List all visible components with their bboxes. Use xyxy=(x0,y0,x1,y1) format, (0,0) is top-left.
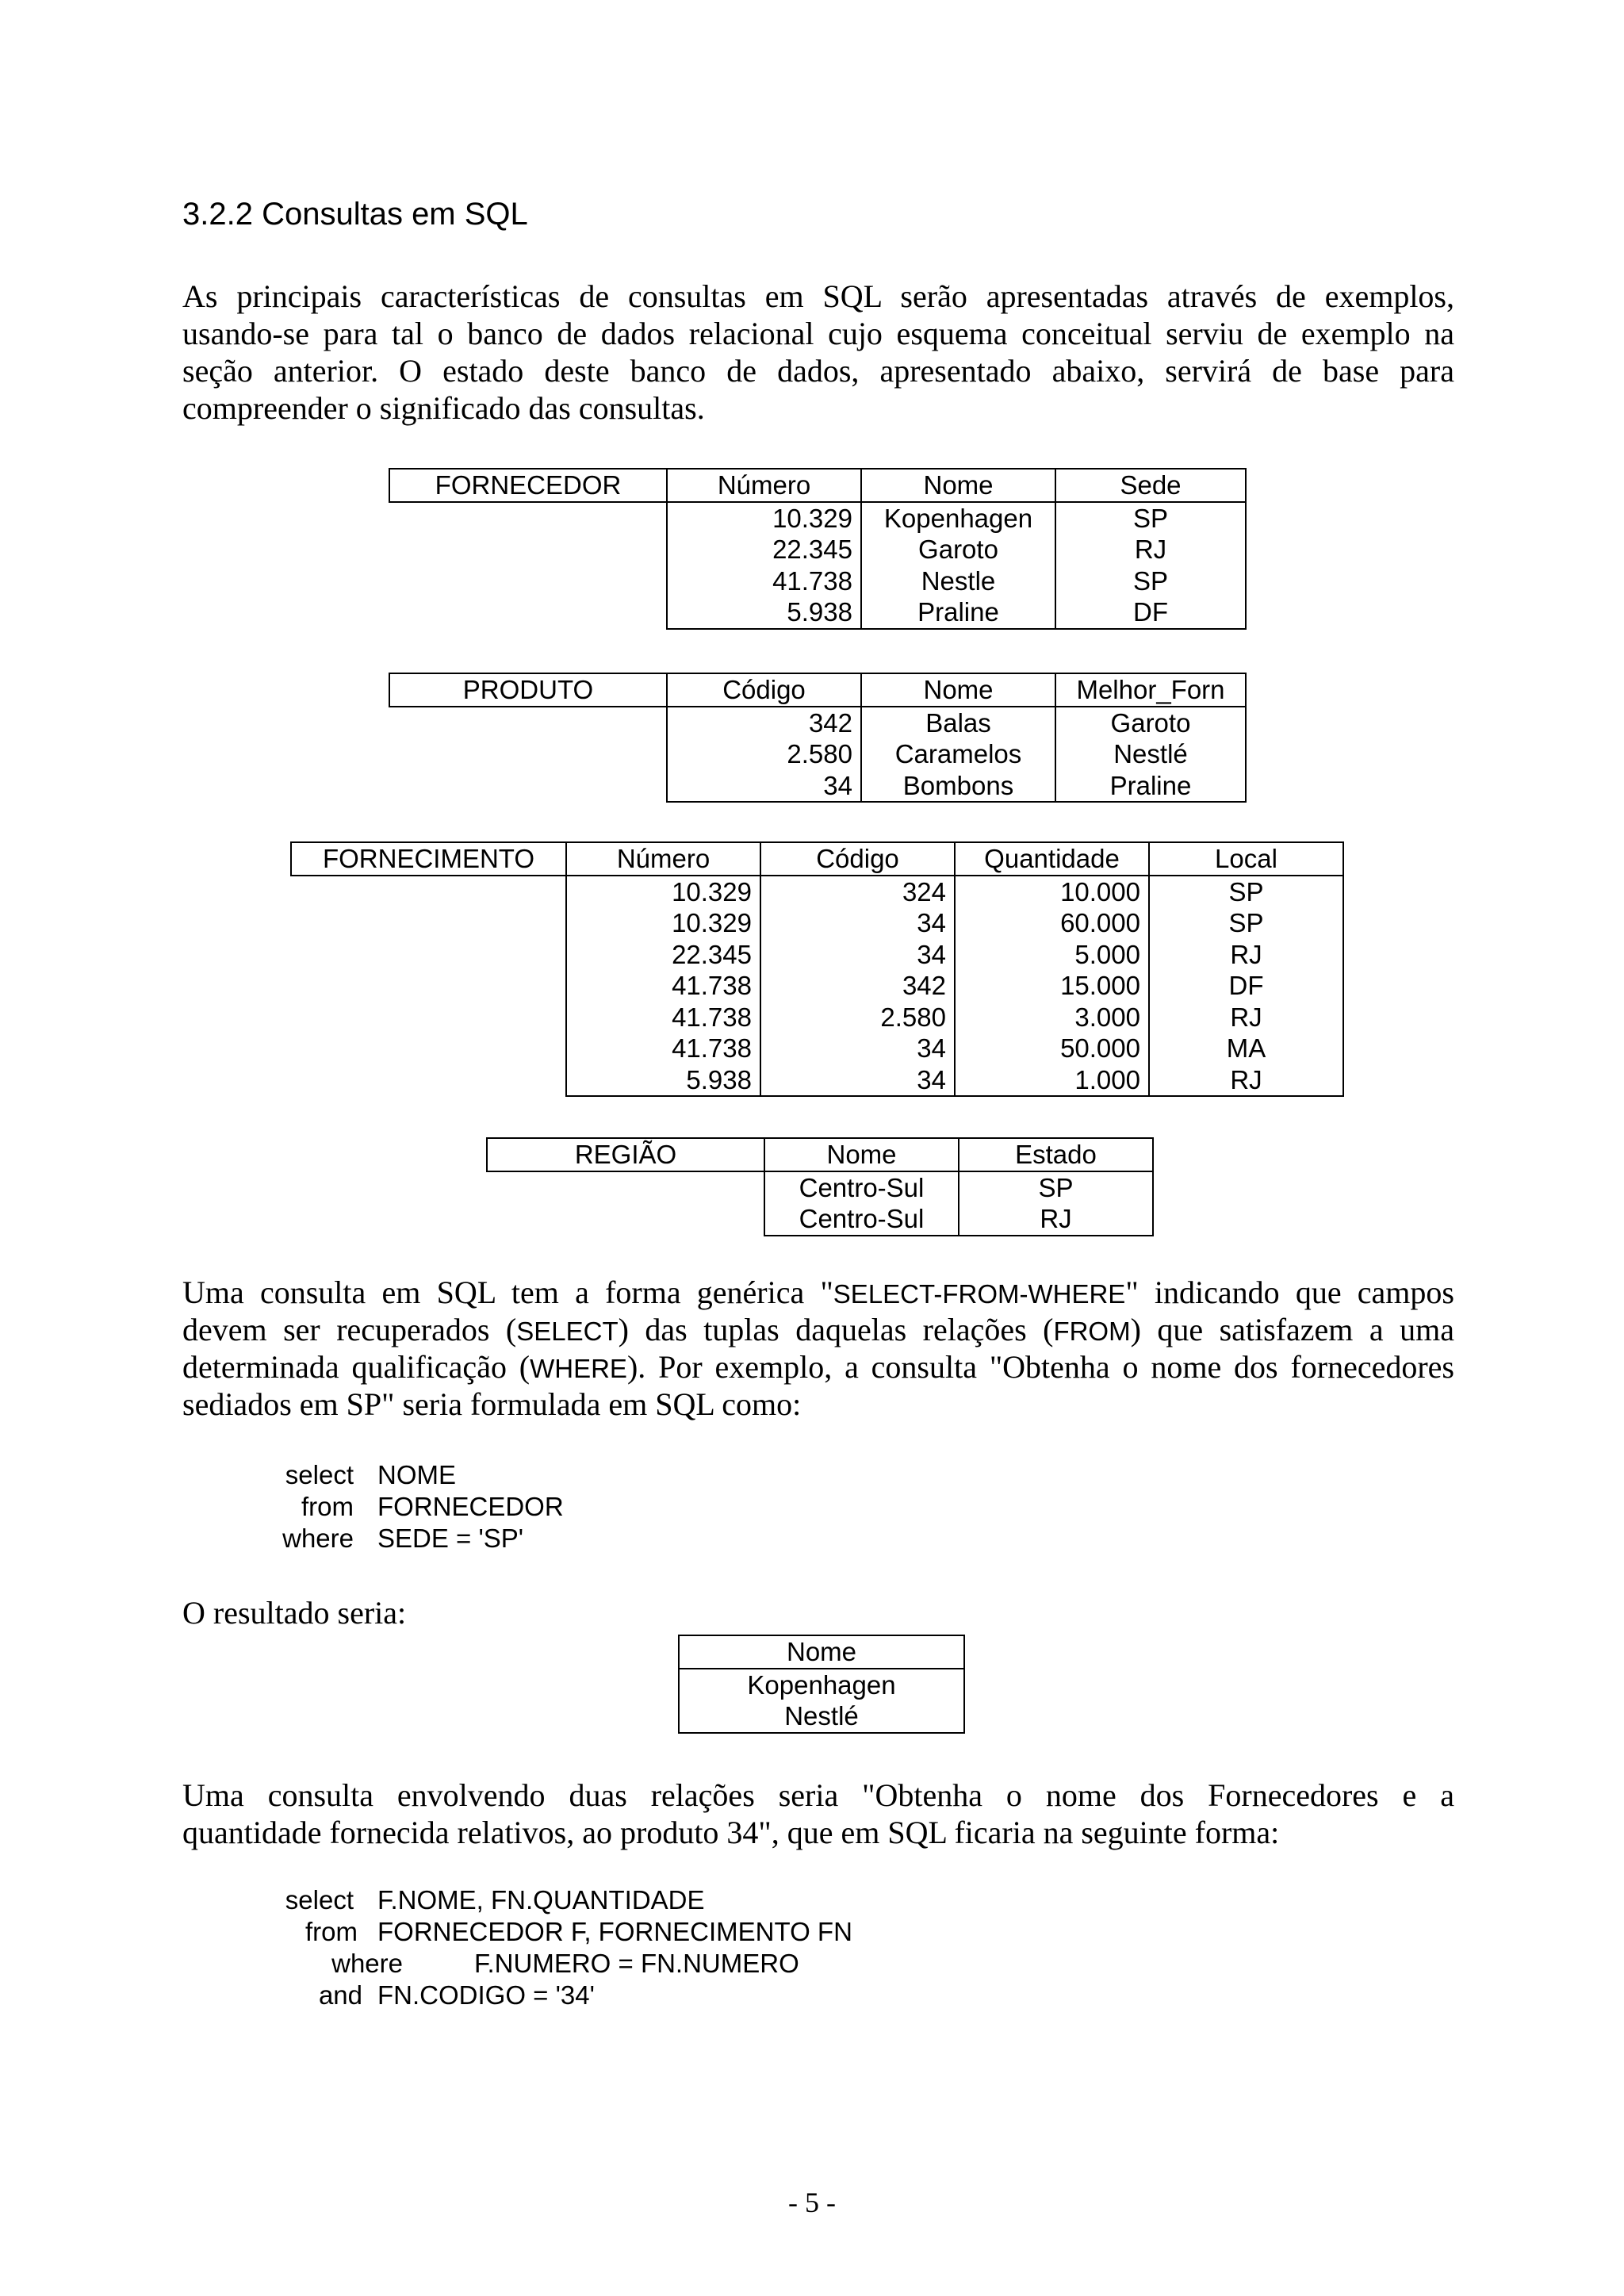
table-row xyxy=(389,707,1246,739)
table-cell: SP xyxy=(1055,565,1246,597)
sql-clause: and xyxy=(318,1980,362,2010)
table-cell: RJ xyxy=(1055,534,1246,565)
table-row xyxy=(389,534,1246,565)
sql-keyword: FROM xyxy=(1053,1317,1131,1346)
table-name: PRODUTO xyxy=(389,673,667,707)
table-cell: 41.738 xyxy=(667,565,861,597)
table-header-row xyxy=(389,469,1246,502)
column-header: Número xyxy=(667,469,861,502)
section-heading: 3.2.2 Consultas em SQL xyxy=(182,197,528,232)
table-name: FORNECIMENTO xyxy=(291,842,566,876)
paragraph-line: quantidade fornecida relativos, ao produto 34", que em SQL ficaria na seguinte forma: xyxy=(182,1815,1280,1850)
table-row xyxy=(291,939,1343,971)
table-row xyxy=(389,770,1246,803)
sql-clause: where xyxy=(282,1524,354,1553)
table-cell: 41.738 xyxy=(566,1002,760,1033)
sql-argument: SEDE = 'SP' xyxy=(377,1524,524,1553)
column-header: Estado xyxy=(959,1138,1153,1171)
sql-clause: select xyxy=(285,1885,354,1915)
sql-argument: FORNECEDOR F, FORNECIMENTO FN xyxy=(377,1917,852,1946)
table-row xyxy=(389,596,1246,629)
table-cell: Garoto xyxy=(861,534,1055,565)
table-cell: Praline xyxy=(1055,770,1246,803)
table-fornecimento xyxy=(290,841,1344,1097)
table-cell: 5.938 xyxy=(667,596,861,629)
table-cell: 22.345 xyxy=(566,939,760,971)
table-row xyxy=(679,1700,964,1733)
table-cell: 324 xyxy=(760,876,955,908)
table-cell: RJ xyxy=(1149,1002,1343,1033)
sql-argument: NOME xyxy=(377,1460,456,1489)
table-cell: 1.000 xyxy=(955,1064,1149,1097)
sql-argument: FN.CODIGO = '34' xyxy=(377,1980,595,2010)
table-name: REGIÃO xyxy=(487,1138,764,1171)
table-row xyxy=(291,907,1343,939)
table-cell: 10.000 xyxy=(955,876,1149,908)
table-cell: RJ xyxy=(1149,939,1343,971)
paragraph-line: determinada qualificação (WHERE). Por exemplo, a consulta "Obtenha o nome dos fornecedores xyxy=(182,1349,1454,1385)
table-header-row xyxy=(291,842,1343,876)
table-header-row xyxy=(679,1635,964,1669)
table-cell: SP xyxy=(1055,502,1246,535)
two-relations-paragraph xyxy=(182,1777,1454,1851)
table-fornecedor xyxy=(389,468,1247,630)
sql-clause: where xyxy=(331,1949,403,1978)
table-row xyxy=(679,1669,964,1701)
sql-clause: from xyxy=(305,1917,358,1946)
table-cell: Kopenhagen xyxy=(861,502,1055,535)
table-cell: 2.580 xyxy=(760,1002,955,1033)
column-header: Quantidade xyxy=(955,842,1149,876)
sql-argument: FORNECEDOR xyxy=(377,1492,564,1521)
column-header: Código xyxy=(667,673,861,707)
column-header: Nome xyxy=(679,1635,964,1669)
table-cell: Centro-Sul xyxy=(764,1171,959,1204)
sql-keyword: WHERE xyxy=(530,1354,627,1383)
table-produto xyxy=(389,673,1247,803)
intro-line: usando-se para tal o banco de dados relacional cujo esquema conceitual serviu de exemplo na xyxy=(182,316,1454,351)
intro-line: As principais características de consultas em SQL serão apresentadas através de exemplos, xyxy=(182,278,1454,314)
table-row xyxy=(291,970,1343,1002)
sql-clause: select xyxy=(285,1460,354,1489)
sql-keyword: SELECT xyxy=(516,1317,619,1346)
column-header: Sede xyxy=(1055,469,1246,502)
table-cell: 15.000 xyxy=(955,970,1149,1002)
column-header: Nome xyxy=(861,673,1055,707)
table-cell: Kopenhagen xyxy=(679,1669,964,1701)
table-name: FORNECEDOR xyxy=(389,469,667,502)
column-header: Local xyxy=(1149,842,1343,876)
paragraph-line: Uma consulta em SQL tem a forma genérica "SELECT-FROM-WHERE" indicando que campos xyxy=(182,1274,1454,1310)
table-cell: 10.329 xyxy=(566,907,760,939)
table-cell: 60.000 xyxy=(955,907,1149,939)
table-row xyxy=(291,876,1343,908)
table-cell: 5.000 xyxy=(955,939,1149,971)
table-cell: 41.738 xyxy=(566,1033,760,1064)
table-cell: Bombons xyxy=(861,770,1055,803)
table-result xyxy=(678,1635,965,1734)
table-header-row xyxy=(389,673,1246,707)
table-cell: MA xyxy=(1149,1033,1343,1064)
column-header: Nome xyxy=(861,469,1055,502)
column-header: Código xyxy=(760,842,955,876)
select-from-where-paragraph xyxy=(182,1274,1454,1423)
table-cell: 342 xyxy=(760,970,955,1002)
sql-clause: from xyxy=(301,1492,354,1521)
page-number: - 5 - xyxy=(788,2187,836,2218)
table-cell: Caramelos xyxy=(861,738,1055,770)
paragraph-line: sediados em SP" seria formulada em SQL como: xyxy=(182,1386,802,1422)
paragraph-line: Uma consulta envolvendo duas relações seria "Obtenha o nome dos Fornecedores e a xyxy=(182,1777,1454,1813)
table-cell: 50.000 xyxy=(955,1033,1149,1064)
column-header: Melhor_Forn xyxy=(1055,673,1246,707)
table-row xyxy=(291,1064,1343,1097)
column-header: Número xyxy=(566,842,760,876)
table-cell: 41.738 xyxy=(566,970,760,1002)
table-row xyxy=(291,1002,1343,1033)
table-cell: 34 xyxy=(760,1033,955,1064)
table-cell: 22.345 xyxy=(667,534,861,565)
table-cell: Praline xyxy=(861,596,1055,629)
sql-keyword: SELECT-FROM-WHERE xyxy=(833,1279,1126,1309)
table-cell: Balas xyxy=(861,707,1055,739)
column-header: Nome xyxy=(764,1138,959,1171)
table-cell: Nestle xyxy=(861,565,1055,597)
table-cell: SP xyxy=(1149,876,1343,908)
table-cell: Centro-Sul xyxy=(764,1203,959,1236)
table-cell: Nestlé xyxy=(679,1700,964,1733)
sql-argument: F.NUMERO = FN.NUMERO xyxy=(474,1949,799,1978)
table-header-row xyxy=(487,1138,1153,1171)
table-cell: 34 xyxy=(760,1064,955,1097)
table-row xyxy=(389,738,1246,770)
table-row xyxy=(291,1033,1343,1064)
intro-paragraph xyxy=(182,278,1454,427)
table-row xyxy=(487,1171,1153,1204)
table-cell: 3.000 xyxy=(955,1002,1149,1033)
table-cell: 5.938 xyxy=(566,1064,760,1097)
table-row xyxy=(389,502,1246,535)
table-regiao xyxy=(486,1137,1154,1236)
sql-argument: F.NOME, FN.QUANTIDADE xyxy=(377,1885,705,1915)
intro-line: compreender o significado das consultas. xyxy=(182,390,705,426)
table-cell: 342 xyxy=(667,707,861,739)
paragraph-line: devem ser recuperados (SELECT) das tuplas daquelas relações (FROM) que satisfazem a uma xyxy=(182,1312,1454,1347)
table-cell: 10.329 xyxy=(667,502,861,535)
table-row xyxy=(487,1203,1153,1236)
table-cell: RJ xyxy=(1149,1064,1343,1097)
table-cell: SP xyxy=(1149,907,1343,939)
table-cell: 34 xyxy=(667,770,861,803)
table-cell: Nestlé xyxy=(1055,738,1246,770)
table-cell: RJ xyxy=(959,1203,1153,1236)
table-cell: SP xyxy=(959,1171,1153,1204)
table-cell: 2.580 xyxy=(667,738,861,770)
table-cell: 10.329 xyxy=(566,876,760,908)
table-row xyxy=(389,565,1246,597)
result-label: O resultado seria: xyxy=(182,1595,407,1631)
table-cell: DF xyxy=(1149,970,1343,1002)
table-cell: 34 xyxy=(760,907,955,939)
table-cell: 34 xyxy=(760,939,955,971)
table-cell: DF xyxy=(1055,596,1246,629)
table-cell: Garoto xyxy=(1055,707,1246,739)
intro-line: seção anterior. O estado deste banco de dados, apresentado abaixo, servirá de base para xyxy=(182,353,1454,389)
